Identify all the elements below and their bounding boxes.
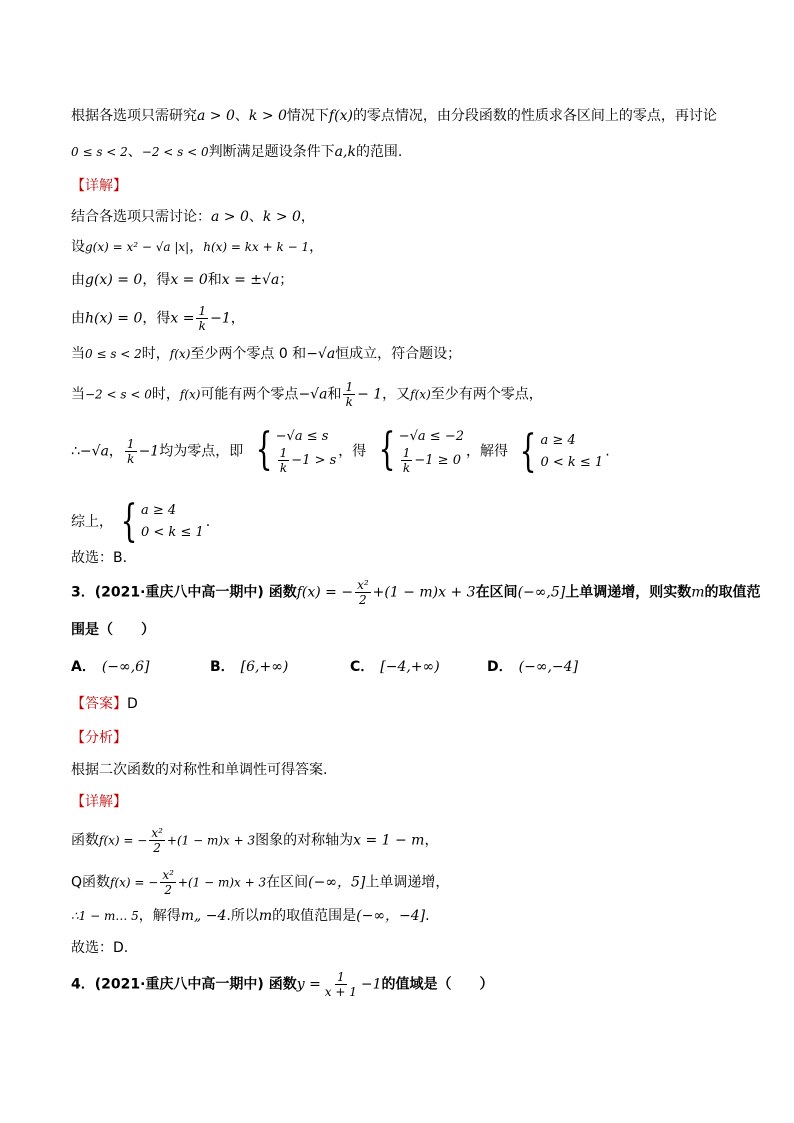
analysis-heading: 【分析】 bbox=[71, 730, 127, 746]
fraction: $\frac{1}{k}$ bbox=[198, 304, 207, 333]
fraction: $\frac{1}{x + 1}$ bbox=[324, 970, 357, 999]
detail-line-13: Q函数f(x) = − $\frac{\text{x²}}{2}$ +(1 − m)x + 3在区间(−∞，5]上单调递增， bbox=[71, 868, 450, 897]
inequality-system-3: { a ≥ 4 0 < k ≤ 1 bbox=[520, 425, 604, 477]
option-d[interactable]: D． (−∞,−4] bbox=[487, 659, 579, 675]
inequality-system-1: { −√a ≤ s $\frac{1}{k}$ −1 > s bbox=[255, 424, 337, 475]
detail-line-7: 当0 ≤ s < 2时，f(x)至少两个零点 0 和−√a恒成立，符合题设； bbox=[71, 346, 462, 362]
question-4-line-1: 4．(2021·重庆八中高一期中) 函数y = $\frac{1}{x + 1}$ −1的值域是（ ） bbox=[71, 970, 494, 999]
answer-line: 【答案】D bbox=[71, 696, 138, 712]
fraction: $\frac{\text{x²}}{2}$ bbox=[151, 826, 163, 855]
detail-line-5: 由g(x) = 0，得x = 0和x = ±√a； bbox=[71, 272, 294, 288]
detail-line-10: 综上， { a ≥ 4 0 < k ≤ 1 . bbox=[71, 496, 211, 547]
option-a[interactable]: A． (−∞,6] bbox=[71, 659, 150, 675]
fraction: $\frac{1}{k}$ bbox=[345, 380, 354, 409]
detail-line-9: ∴−√a， $\frac{1}{k}$ −1均为零点，即 { −√a ≤ s $\frac{1}{k}$ −1 > s ，得 { −√a ≤ −2 $\frac{1}{k}$ −1 ≥ 0 ，解得 { a ≥ 4 0 < k ≤ 1 . bbox=[71, 424, 610, 477]
inequality-system-2: { −√a ≤ −2 $\frac{1}{k}$ −1 ≥ 0 bbox=[378, 424, 464, 475]
fraction: $\frac{\text{x²}}{2}$ bbox=[162, 868, 174, 897]
fraction: $\frac{1}{k}$ bbox=[126, 437, 135, 466]
detail-line-4: 设g(x) = x² − √a |x|，h(x) = kx + k − 1， bbox=[71, 239, 324, 255]
detail-line-8: 当−2 < s < 0时，f(x)可能有两个零点−√a和 $\frac{1}{k}$ − 1，又f(x)至少有两个零点， bbox=[71, 380, 543, 409]
detail-line-3: 结合各选项只需讨论：a > 0、k > 0， bbox=[71, 209, 315, 225]
option-c[interactable]: C． [−4,+∞) bbox=[350, 659, 440, 675]
conclusion-line-2: 故选：D. bbox=[71, 940, 129, 956]
detail-heading-1: 【详解】 bbox=[71, 178, 127, 194]
inequality-system-4: { a ≥ 4 0 < k ≤ 1 bbox=[120, 496, 204, 547]
detail-line-12: 函数f(x) = − $\frac{\text{x²}}{2}$ +(1 − m)x + 3图象的对称轴为x = 1 − m， bbox=[71, 826, 439, 855]
option-b[interactable]: B． [6,+∞) bbox=[210, 659, 289, 675]
detail-line-6: 由h(x) = 0，得x = $\frac{1}{k}$ −1， bbox=[71, 304, 245, 333]
conclusion-line-1: 故选：B. bbox=[71, 550, 128, 566]
analysis-line-2: 0 ≤ s < 2、−2 < s < 0判断满足题设条件下a,k的范围. bbox=[71, 144, 403, 160]
detail-heading-2: 【详解】 bbox=[71, 794, 127, 810]
question-3-line-2: 围是（ ） bbox=[71, 622, 155, 638]
analysis-line-1: 根据各选项只需研究a > 0、k > 0情况下f(x)的零点情况，由分段函数的性质求各区间上的零点，再讨论 bbox=[71, 108, 717, 124]
question-3-line-1: 3．(2021·重庆八中高一期中) 函数f(x) = − $\frac{\text{x²}}{2}$ +(1 − m)x + 3在区间(−∞,5]上单调递增，则实数m的取值范 bbox=[71, 578, 761, 607]
detail-line-14: ∴1 − m… 5，解得m„ −4.所以m的取值范围是(−∞，−4]. bbox=[71, 908, 430, 924]
analysis-text: 根据二次函数的对称性和单调性可得答案. bbox=[71, 762, 328, 778]
fraction: $\frac{\text{x²}}{2}$ bbox=[357, 578, 369, 607]
